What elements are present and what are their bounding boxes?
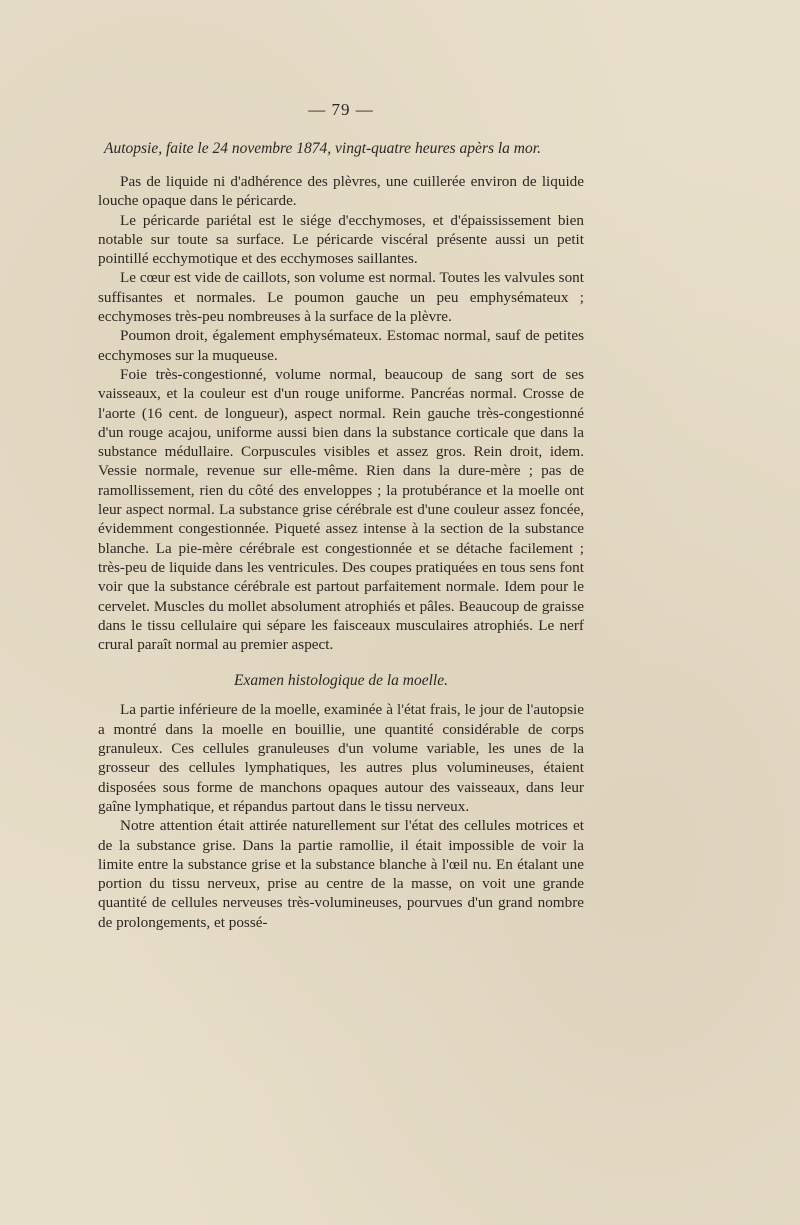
paragraph: Poumon droit, également emphysémateux. Estomac normal, sauf de petites ecchymoses sur la muqueuse. [98, 327, 584, 364]
page-text-block [98, 100, 584, 932]
autopsy-heading: Autopsie, faite le 24 novembre 1874, vingt-quatre heures apèrs la mor. [104, 140, 541, 157]
paragraph: Foie très-congestionné, volume normal, beaucoup de sang sort de ses vaisseaux, et la couleur est d'un rouge uniforme. Pancréas normal. Crosse de l'aorte (16 cent. de longueur), aspect normal. Rein gauche très-congestionné d'un rouge acajou, uniforme aussi bien dans la substance corticale que dans la substance médullaire. Corpuscules visibles et assez gros. Rein droit, idem. Vessie normale, revenue sur elle-même. Rien dans la dure-mère ; pas de ramollissement, rien du côté des enveloppes ; la protubérance et la moelle ont leur aspect normal. La substance grise cérébrale est d'une couleur assez foncée, évidemment congestionnée. Piqueté assez intense à la section de la substance blanche. La pie-mère cérébrale est congestionnée et se détache facilement ; très-peu de liquide dans les ventricules. Des coupes pratiquées en tous sens font voir que la substance cérébrale est partout parfaitement normale. Idem pour le cervelet. Muscles du mollet absolument atrophiés et pâles. Beaucoup de graisse dans le tissu cellulaire qui sépare les faisceaux musculaires atrophiés. Le nerf crural paraît normal au premier aspect. [98, 365, 584, 654]
page-number: — 79 — [308, 100, 374, 119]
histology-subheading: Examen histologique de la moelle. [234, 672, 448, 690]
paragraph: La partie inférieure de la moelle, examinée à l'état frais, le jour de l'autopsie a montré dans la moelle en bouillie, une quantité considérable de corps granuleux. Ces cellules granuleuses d'un volume variable, les unes de la grosseur des cellules lymphatiques, les autres plus volumineuses, étaient disposées sous forme de manchons opaques autour des vaisseaux, dans leur gaîne lymphatique, et répandus partout dans le tissu nerveux. [98, 701, 584, 815]
paragraph: Le péricarde pariétal est le siége d'ecchymoses, et d'épaississement bien notable sur toute sa surface. Le péricarde viscéral présente aussi un petit pointillé ecchymotique et des ecchymoses saillantes. [98, 211, 584, 268]
paragraph: Le cœur est vide de caillots, son volume est normal. Toutes les valvules sont suffisantes et normales. Le poumon gauche un peu emphysémateux ; ecchymoses très-peu nombreuses à la surface de la plèvre. [98, 269, 584, 326]
paragraph: Notre attention était attirée naturellement sur l'état des cellules motrices et de la substance grise. Dans la partie ramollie, il était impossible de voir la limite entre la substance grise et la substance blanche à l'œil nu. En étalant une portion du tissu nerveux, prise au centre de la masse, on voit une grande quantité de cellules nerveuses très-volumineuses, pourvues d'un grand nombre de prolongements, et possé- [98, 817, 584, 931]
paragraph: Pas de liquide ni d'adhérence des plèvres, une cuillerée environ de liquide louche opaque dans le péricarde. [98, 173, 584, 210]
